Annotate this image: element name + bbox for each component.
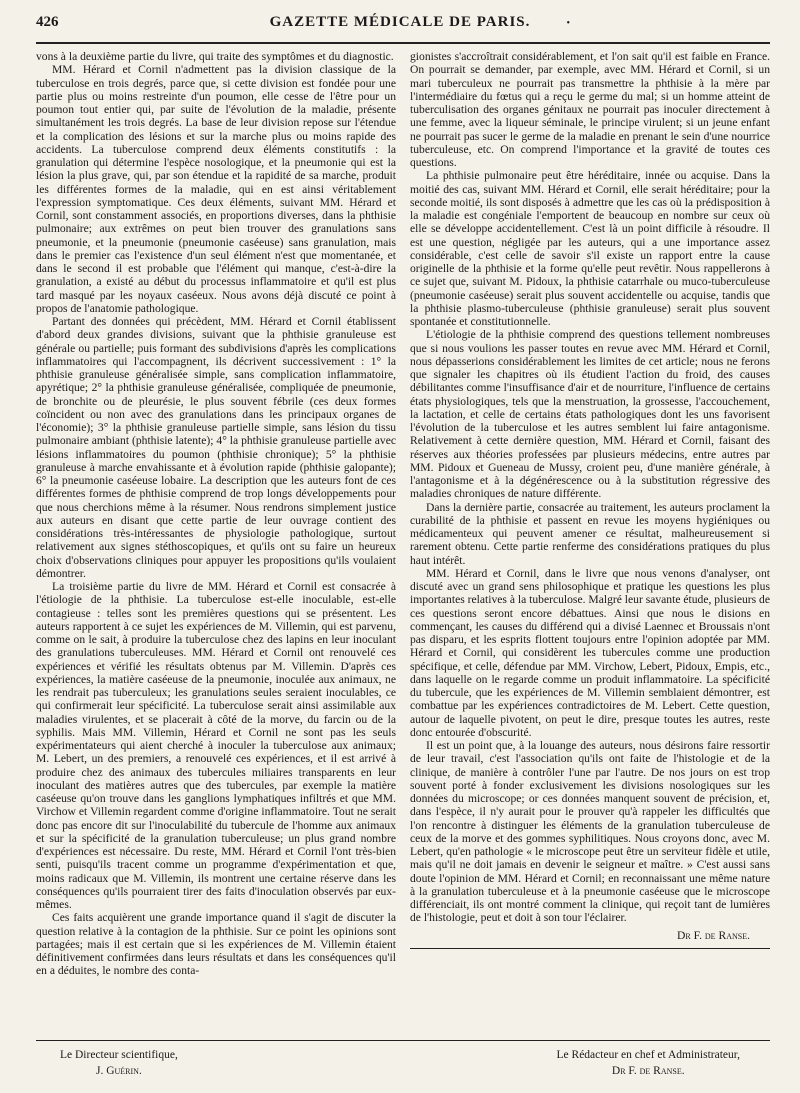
paragraph: Ces faits acquièrent une grande importance quand il s'agit de discuter la question relative à la contagion de la phthisie. Sur ce point les opinions sont partagées; mais il est certain que si les expériences de M. Villemin étaient définitivement confirmées dans leurs résultats et dans les conséquences qu'il en a déduites, le nombre des conta- bbox=[36, 911, 396, 978]
paragraph: La phthisie pulmonaire peut être héréditaire, innée ou acquise. Dans la moitié des cas, suivant MM. Hérard et Cornil, elle serait héréditaire; pour la seconde moitié, ils sont disposés à admettre que les cas où la prédisposition à la maladie est congéniale l'emportent de beaucoup en nombre sur ceux où elle se développe accidentellement. C'est là un point difficile à résoudre. Il est une question, négligée par les auteurs, qui a une importance assez considérable, c'est celle de savoir s'il existe un rapport entre la cause originelle de la phthisie et la forme qu'elle peut revêtir. Nous rappellerons à ce sujet que, suivant M. Pidoux, la phthisie catarrhale ou muco-tuberculeuse (pneumonie caséeuse) serait plus souvent accidentelle ou acquise, tandis que la phthisie plasmo-tuberculeuse (phthisie granuleuse) serait plus souvent spontanée et constitutionnelle. bbox=[410, 169, 770, 328]
director-name: J. Guérin. bbox=[95, 1065, 142, 1077]
header-rule bbox=[36, 42, 770, 44]
paragraph: Il est un point que, à la louange des auteurs, nous désirons faire ressortir de leur travail, c'est l'association qu'ils ont faite de l'histologie et de la clinique, de manière à contrôler l'une par l'autre. De nos jours on est trop souvent porté à fonder exclusivement les divisions nosologiques sur les données du microscope; or ces données manquent souvent de précision, et, dans l'espèce, il n'y aurait pour le prouver qu'à rappeler les difficultés que l'on rencontre à distinguer les éléments de la granulation tuberculeuse de ceux de la morve et des gommes syphilitiques. Nous croyons donc, avec M. Lebert, qu'en pathologie « le microscope peut être un serviteur fidèle et utile, mais qu'il ne doit jamais en devenir le seigneur et maître. » C'est aussi sans doute l'opinion de MM. Hérard et Cornil; en reconnaissant une même nature à la granulation tuberculeuse et à la pneumonie caséeuse que le microscope différenciait, ils ont montré comment la clinique, qui reçoit tant de lumières de l'histologie, peut et doit à son tour l'éclairer. bbox=[410, 739, 770, 925]
paragraph: MM. Hérard et Cornil n'admettent pas la division classique de la tuberculose en trois degrés, parce que, si cette division est fondée pour une partie plus ou moins restreinte d'un poumon, elle cesse de l'être pour un poumon tout entier qui, par suite de l'évolution de la maladie, présente simultanément les trois degrés. La base de leur division repose sur l'étendue et la complication des lésions et sur la marche plus ou moins rapide des accidents. La tuberculose comprend deux éléments constitutifs : la granulation qui détermine l'espèce nosologique, et la pneumonie qui est la lésion la plus grave, qui, par son étendue et la rapidité de sa marche, produit les différentes formes de la maladie, qui en est ainsi véritablement l'expression symptomatique. Ces deux éléments, suivant MM. Hérard et Cornil, sont constamment associés, en proportions diverses, dans la phthisie pulmonaire; aux extrêmes on peut bien trouver des granulations sans pneumonie, et la pneumonie (pneumonie caséeuse) sans granulation, mais dans le premier cas l'existence d'un seul élément n'est que momentanée, et dans le second il est probable que l'élément qui manque, c'est-à-dire la granulation, a existé au début du processus inflammatoire et qu'il est plus tard masqué par les noyaux caséeux. Nous avons déjà discuté ce point à propos de l'anatomie pathologique. bbox=[36, 63, 396, 315]
header-mark: • bbox=[566, 18, 570, 29]
paragraph: MM. Hérard et Cornil, dans le livre que nous venons d'analyser, ont discuté avec un grand sens philosophique et pratique les questions les plus importantes relatives à la tuberculose. Malgré leur savante étude, plusieurs de ces questions seront encore débattues. Ainsi que nous le disions en commençant, les causes du différend qui a divisé Laennec et Broussais n'ont pas disparu, et les esprits flottent toujours entre l'opinion adoptée par MM. Hérard et Cornil, qui considèrent les tubercules comme une production spécifique, et celle, défendue par MM. Virchow, Lebert, Pidoux, Empis, etc., dans laquelle on le regarde comme un produit inflammatoire. La spécificité du tubercule, que les expériences de M. Villemin semblaient démontrer, est combattue par les expériences contradictoires de M. Lebert. Cette question, autour de laquelle pivotent, on peut le dire, presque toutes les autres, reste donc entourée d'obscurité. bbox=[410, 566, 770, 739]
article-columns bbox=[36, 50, 770, 1050]
editor-credit bbox=[557, 1047, 740, 1079]
editor-name: Dr F. de Ranse. bbox=[611, 1065, 685, 1077]
journal-title: GAZETTE MÉDICALE DE PARIS. bbox=[269, 14, 531, 30]
editor-title: Le Rédacteur en chef et Administrateur, bbox=[556, 1049, 740, 1061]
paragraph: vons à la deuxième partie du livre, qui traite des symptômes et du diagnostic. bbox=[36, 50, 394, 63]
director-credit bbox=[60, 1047, 178, 1079]
footer-credits bbox=[0, 1041, 800, 1079]
page-number: 426 bbox=[36, 14, 59, 30]
director-title: Le Directeur scientifique, bbox=[60, 1049, 178, 1061]
right-column bbox=[410, 50, 770, 1050]
footer-rule bbox=[410, 948, 770, 949]
paragraph: La troisième partie du livre de MM. Hérard et Cornil est consacrée à l'étiologie de la phthisie. La tuberculose est-elle inoculable, est-elle contagieuse : telles sont les premières questions qui se présentent. Les auteurs rapportent à ce sujet les expériences de M. Villemin, qui est parvenu, comme on le sait, à produire la tuberculose chez des lapins en leur inoculant des granulations tuberculeuses. MM. Hérard et Cornil ont renouvelé ces expériences et vérifié les résultats obtenus par M. Villemin. D'après ces expériences, la matière caséeuse de la pneumonie, inoculée aux animaux, ne les rendrait pas tuberculeux; les granulations seules seraient inoculables, ce qui confirmerait leur spécificité. La tuberculose serait ainsi assimilable aux maladies virulentes, et se placerait à côté de la morve, du farcin ou de la syphilis. Mais MM. Villemin, Hérard et Cornil ne sont pas les seuls expérimentateurs qui aient cherché à inoculer la tuberculose aux animaux; M. Lebert, un des premiers, a renouvelé ces expériences, et il est arrivé à produire chez des animaux des tubercules miliaires transparents en leur inoculant des matières autres que des tubercules, par exemple la matière caséeuse qu'on trouve dans les ganglions lymphatiques infiltrés et que MM. Virchow et Villemin regardent comme d'origine inflammatoire. Tout ne serait donc pas encore dit sur l'inoculabilité du tubercule de l'homme aux animaux et sur la spécificité de la granulation tuberculeuse; un plus grand nombre d'expériences est nécessaire. Du reste, MM. Hérard et Cornil l'ont très-bien senti, puisqu'ils tracent comme un programme d'expérimentation et que, moins radicaux que M. Villemin, ils montrent une certaine réserve dans les conséquences qu'ils pourraient tirer des faits d'inoculation observés par eux-mêmes. bbox=[36, 580, 396, 911]
paragraph: Partant des données qui précèdent, MM. Hérard et Cornil établissent d'abord deux grandes divisions, suivant que la phthisie granuleuse est générale ou partielle; puis formant des subdivisions d'après les complications inflammatoires qui l'accompagnent, ils décrivent successivement : 1° la phthisie granuleuse généralisée simple, sans complication inflammatoire, apyrétique; 2° la phthisie granuleuse généralisée, compliquée de pneumonie, de bronchite ou de pleurésie, le plus souvent fébrile (ces deux formes coïncident ou non avec des granulations dans les principaux organes de l'économie); 3° la phthisie granuleuse partielle simple, sans lésion du tissu pulmonaire ambiant (phthisie latente); 4° la phthisie granuleuse partielle avec lésions inflammatoires du poumon (phthisie chronique); 5° la phthisie granuleuse à marche envahissante et à évolution rapide (phthisie galopante); 6° la pneumonie caséeuse lobaire. La description que les auteurs font de ces différentes formes de phthisie comprend de trop longs développements pour que nous cherchions même à la résumer. Nous rendrons simplement justice aux auteurs en disant que cette partie de leur ouvrage contient des considérations très-intéressantes de physiologie pathologique, surtout relativement aux signes stéthoscopiques, et qu'ils ont su faire un heureux choix d'observations cliniques pour appuyer les propositions qu'ils voulaient démontrer. bbox=[36, 315, 396, 580]
author-signature: Dr F. de Ranse. bbox=[676, 928, 750, 942]
footer bbox=[0, 1040, 800, 1079]
paragraph: Dans la dernière partie, consacrée au traitement, les auteurs proclament la curabilité de la phthisie et passent en revue les moyens hygiéniques ou médicamenteux qui peuvent amener ce résultat, malheureusement si rarement obtenu. Cette partie renferme des considérations pratiques du plus haut intérêt. bbox=[410, 500, 770, 567]
paragraph: L'étiologie de la phthisie comprend des questions tellement nombreuses que si nous voulions les passer toutes en revue avec MM. Hérard et Cornil, nous dépasserions considérablement les limites de cet article; nous ne ferons que signaler les chapitres où ils étudient l'action du froid, des causes débilitantes comme l'insuffisance d'air et de nourriture, l'influence de certains états physiologiques, tels que la menstruation, la grossesse, l'accouchement, la lactation, et celle de certains états pathologiques dont les uns favorisent l'évolution de la tuberculose et les autres semblent lui faire antagonisme. Relativement à cette dernière question, MM. Hérard et Cornil, faisant des réserves aux théories professées par plusieurs médecins, entre autres par MM. Pidoux et Gueneau de Mussy, croient peu, d'une manière générale, à l'antagonisme et à la dégénérescence ou à la substitution régressive des maladies chroniques de nature différente. bbox=[410, 328, 770, 501]
left-column bbox=[36, 50, 396, 1050]
paragraph: gionistes s'accroîtrait considérablement, et l'on sait qu'il est faible en France. On pourrait se demander, par exemple, avec MM. Hérard et Cornil, si un mari tuberculeux ne pourrait pas transmettre la phthisie à la mère par l'intermédiaire du fœtus qui a reçu le germe du mal; si un homme atteint de tuberculisation des organes génitaux ne pourrait pas inoculer directement à une femme, avec la liqueur séminale, le principe virulent; si un jeune enfant ne pourrait pas sucer le germe de la maladie en prenant le sein d'une nourrice tuberculeuse, etc. On comprend l'importance et la gravité de toutes ces questions. bbox=[410, 50, 770, 169]
